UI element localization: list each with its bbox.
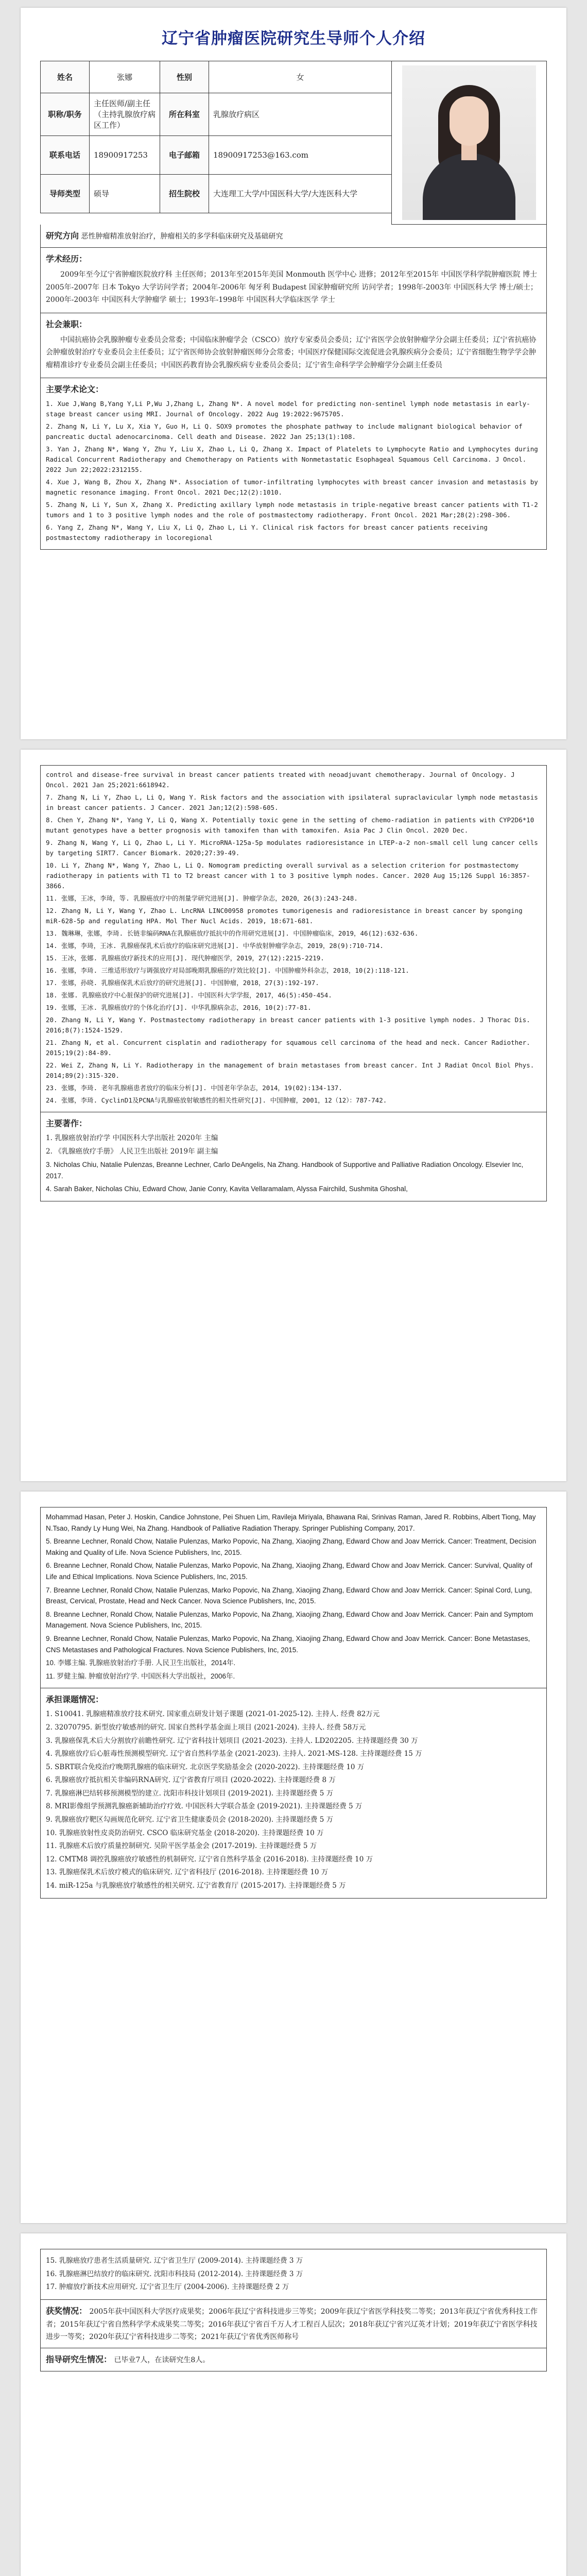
list-item: 8. Chen Y, Zhang N*, Yang Y, Li Q, Wang X. Potentially toxic gene in the setting of chemo-radiation in patients with CYP2D6*10 mutant genotypes have a better prognosis with tamoxifen than with tamoxifen. Asia Pac J Clin Oncol. 2020 Dec. (46, 816, 534, 834)
research-text: 恶性肿瘤精准放射治疗，肿瘤相关的多学科临床研究及基础研究 (81, 232, 283, 241)
list-item: 1. S10041. 乳腺癌精准放疗技术研究. 国家重点研发计划子课题 (2021-01-2025-12). 主持人. 经费 82万元 (46, 1710, 380, 1719)
list-item: 15. 乳腺癌放疗患者生活质量研究. 辽宁省卫生厅 (2009-2014). 主持课题经费 3 万 (46, 2257, 303, 2265)
school-label: 招生院校 (160, 174, 209, 213)
list-item: 21. Zhang N, et al. Concurrent cisplatin and radiotherapy for squamous cell carcinoma of the head and neck. Cancer Radiother. 2015;19(2):84-89. (46, 1039, 530, 1057)
dept-value: 乳腺放疗病区 (209, 93, 392, 135)
list-item: 3. Nicholas Chiu, Natalie Pulenzas, Breanne Lechner, Carlo DeAngelis, Na Zhang. Handbook of Supportive and Palliative Radiation Oncology. Elsevier Inc, 2017. (46, 1161, 524, 1180)
list-item: 14. miR-125a 与乳腺癌放疗敏感性的相关研究. 辽宁省教育厅 (2015-2017). 主持课题经费 5 万 (46, 1882, 346, 1890)
list-item: 8. MRI影像组学预测乳腺癌新辅助治疗疗效. 中国医科大学联合基金 (2019-2021). 主持课题经费 5 万 (46, 1802, 362, 1811)
research-section (40, 225, 547, 248)
list-item: 14. 张娜，李琦，王冰. 乳腺癌保乳术后放疗的临床研究进展[J]. 中华放射肿瘤学杂志，2019，28(9):710-714. (46, 942, 384, 950)
social-text: 中国抗癌协会乳腺肿瘤专业委员会常委；中国临床肿瘤学会（CSCO）放疗专家委员会委员；辽宁省医学会放射肿瘤学分会副主任委员；辽宁省抗癌协会肿瘤放射治疗专业委员会主任委员；辽宁省医师协会放射肿瘤医师分会常委；中国医疗保健国际交流促进会乳腺疾病分会委员；辽宁省细胞生物学学会肿瘤精准诊疗专业委员会副主任委员；中国医药教育协会乳腺疾病专业委员会委员；辽宁省生命科学学会肿瘤学分会副主任委员 (46, 335, 537, 369)
papers-section (40, 378, 547, 550)
awards-label: 获奖情况： (46, 2306, 88, 2316)
books-continued (40, 1507, 547, 1688)
list-item: 4. Sarah Baker, Nicholas Chiu, Edward Chow, Janie Conry, Kavita Vellaramalam, Alyssa Fairchild, Sushmita Ghoshal, (46, 1185, 408, 1193)
list-item: 9. 乳腺癌放疗靶区勾画规范化研究. 辽宁省卫生健康委员会 (2018-2020). 主持课题经费 5 万 (46, 1816, 334, 1824)
list-item: 10. 李娜主编. 乳腺癌放射治疗手册. 人民卫生出版社，2014年. (46, 1659, 236, 1667)
awards-section (40, 2300, 547, 2348)
page-title: 辽宁省肿瘤医院研究生导师个人介绍 (162, 29, 425, 48)
list-item: 13. 乳腺癌保乳术后放疗模式的临床研究. 辽宁省科技厅 (2016-2018). 主持课题经费 10 万 (46, 1868, 329, 1877)
papers-continued (40, 765, 547, 1112)
projects-continued (40, 2249, 547, 2300)
list-item: 6. Yang Z, Zhang N*, Wang Y, Liu X, Li Q, Zhao L, Li Y. Clinical risk factors for breast cancer patients receiving postmastectomy radiotherapy in locoregional (46, 523, 488, 541)
projects-cont-list (46, 2256, 541, 2293)
books-list (46, 1133, 541, 1195)
students-label: 指导研究生情况： (46, 2354, 112, 2364)
list-item: 6. 乳腺癌放疗抵抗相关非编码RNA研究. 辽宁省教育厅项目 (2020-2022). 主持课题经费 8 万 (46, 1776, 336, 1785)
books-cont-lead: Mohammad Hasan, Peter J. Hoskin, Candice Johnstone, Pei Shuen Lim, Ravileja Miriyala, Bhawana Rai, Srinivas Raman, Jared R. Robbins, Albert Tiong, May N.Tsao, Randy Ly Hung Wei, Na Zhang. Handbook of Palliative Radiation Therapy. Springer Publishing Company, 2017. (46, 1513, 536, 1532)
profile-photo (402, 65, 536, 220)
list-item: 23. 张娜，李琦. 老年乳腺癌患者放疗的临床分析[J]. 中国老年学杂志，2014，19(02):134-137. (46, 1084, 342, 1092)
papers-label: 主要学术论文： (46, 384, 104, 394)
social-label: 社会兼职： (46, 319, 88, 329)
papers-list (46, 399, 541, 543)
books-section (40, 1112, 547, 1201)
books-cont-list (46, 1536, 541, 1682)
list-item: 16. 乳腺癌淋巴结放疗的临床研究. 沈阳市科技局 (2012-2014). 主持课题经费 3 万 (46, 2269, 303, 2278)
list-item: 5. SBRT联合免疫治疗晚期乳腺癌的临床研究. 北京医学奖励基金会 (2020-2022). 主持课题经费 10 万 (46, 1762, 365, 1771)
social-section (40, 313, 547, 379)
list-item: 24. 张娜，李琦. CyclinD1及PCNA与乳腺癌放射敏感性的相关性研究[J]. 中国肿瘤，2001，12（12）：787-742. (46, 1096, 387, 1104)
list-item: 6. Breanne Lechner, Ronald Chow, Natalie Pulenzas, Marko Popovic, Na Zhang, Xiaojing Zhang, Edward Chow and Joav Merrick. Cancer: Survival, Quality of Life and Ethical Implications. Nova Science Publishers, Inc, 2015. (46, 1562, 532, 1581)
list-item: 17. 张娜，孙晓. 乳腺癌保乳术后放疗的研究进展[J]. 中国肿瘤，2018，27(3):192-197. (46, 979, 319, 987)
papers-cont-list (46, 792, 541, 1106)
list-item: 7. Zhang N, Li Y, Zhao L, Li Q, Wang Y. Risk factors and the association with ipsilateral supraclavicular lymph node metastasis in breast cancer patients. J Cancer. 2021 Jan;12(2):598-605. (46, 793, 538, 811)
projects-label: 承担课题情况： (46, 1694, 104, 1705)
phone-value: 18900917253 (90, 135, 160, 174)
document-page-3 (21, 1492, 566, 2223)
list-item: 13. 魏琳琳，张娜，李琦. 长链非编码RNA在乳腺癌放疗抵抗中的作用研究进展[J]. 中国肿瘤临床，2019，46(12):632-636. (46, 929, 419, 937)
academic-text: 2009年至今辽宁省肿瘤医院放疗科 主任医师；2013年至2015年美国 Monmouth 医学中心 进修；2012年至2015年 中国医学科学院肿瘤医院 博士 2005年-2007年 日本 Tokyo 大学访问学者；2004年-2006年 匈牙利 Budapest 国家肿瘤研究所 访问学者；1998年-2003年 中国医科大学 博士/硕士；2000年-2003年 中国医科大学肿瘤学 硕士；1993年-1998年 中国医科大学临床医学 学士 (46, 270, 538, 304)
document-page-4 (21, 2233, 566, 2576)
list-item: 7. Breanne Lechner, Ronald Chow, Natalie Pulenzas, Marko Popovic, Na Zhang, Xiaojing Zhang, Edward Chow and Joav Merrick. Cancer: Spinal Cord, Lung, Breast, Cervical, Prostate, Head and Neck Cancer. Nova Science Publishers, Inc, 2015. (46, 1586, 532, 1605)
papers-cont-lead: control and disease-free survival in breast cancer patients treated with neoadjuvant chemotherapy. Journal of Oncology. J Oncol. 2021 Jan 25;2021:6618942. (46, 771, 515, 789)
list-item: 12. CMTM8 调控乳腺癌放疗敏感性的机制研究. 辽宁省自然科学基金 (2016-2018). 主持课题经费 10 万 (46, 1855, 373, 1863)
list-item: 2. 《乳腺癌放疗手册》 人民卫生出版社 2019年 副主编 (46, 1147, 218, 1156)
students-text: 已毕业7人，在读研究生8人。 (114, 2355, 210, 2364)
projects-list (46, 1709, 541, 1891)
list-item: 3. Yan J, Zhang N*, Wang Y, Zhu Y, Liu X, Zhao L, Li Q, Zhang X. Impact of Platelets to Lymphocyte Ratio and Lymphocytes during Radical Concurrent Radiotherapy and Chemotherapy on Patients with Nonmetastatic Esophageal Squamous Cell Carcinoma. J Oncol. 2022 Jun 22;2022:2312155. (46, 445, 538, 473)
list-item: 20. Zhang N, Li Y, Wang Y. Postmastectomy radiotherapy in breast cancer patients with 1-3 positive lymph nodes. J Thorac Dis. 2016;8(7):1524-1529. (46, 1016, 530, 1034)
list-item: 8. Breanne Lechner, Ronald Chow, Natalie Pulenzas, Marko Popovic, Na Zhang, Xiaojing Zhang, Edward Chow and Joav Merrick. Cancer: Pain and Symptom Management. Nova Science Publishers, Inc, 2015. (46, 1610, 533, 1630)
list-item: 19. 张娜，王冰. 乳腺癌放疗的个体化治疗[J]. 中华乳腺病杂志，2016，10(2):77-81. (46, 1004, 312, 1011)
list-item: 1. 乳腺癌放射治疗学 中国医科大学出版社 2020年 主编 (46, 1134, 218, 1142)
list-item: 7. 乳腺癌淋巴结转移预测模型的建立. 沈阳市科技计划项目 (2019-2021). 主持课题经费 5 万 (46, 1789, 334, 1798)
phone-label: 联系电话 (41, 135, 90, 174)
academic-label: 学术经历： (46, 254, 88, 264)
list-item: 4. 乳腺癌放疗后心脏毒性预测模型研究. 辽宁省自然科学基金 (2021-2023). 主持人. 2021-MS-128. 主持课题经费 15 万 (46, 1750, 422, 1758)
tutor-type-value: 硕导 (90, 174, 160, 213)
profile-info-table (40, 61, 547, 225)
title-label: 职称/职务 (41, 93, 90, 135)
photo-cell (392, 61, 547, 225)
list-item: 12. Zhang N, Li Y, Wang Y, Zhao L. LncRNA LINC00958 promotes tumorigenesis and radioresistance in breast cancer by sponging miR-628-5p and regulating HPA. Mol Ther Nucl Acids. 2019, 18:671-681. (46, 907, 523, 925)
tutor-type-label: 导师类型 (41, 174, 90, 213)
gender-label: 性别 (160, 61, 209, 93)
name-value: 张娜 (90, 61, 160, 93)
list-item: 5. Zhang N, Li Y, Sun X, Zhang X. Predicting axillary lymph node metastasis in triple-negative breast cancer patients with T1-2 tumors and 1 to 3 positive lymph nodes and the role of postmastectomy radiotherapy. Front Oncol. 2021 Mar;28(2):298-306. (46, 501, 538, 519)
document-page-2 (21, 750, 566, 1481)
list-item: 11. 张娜，王冰，李琦，等. 乳腺癌放疗中的剂量学研究进展[J]. 肿瘤学杂志，2020，26(3):243-248. (46, 894, 358, 902)
projects-section (40, 1688, 547, 1898)
list-item: 11. 乳腺癌术后放疗质量控制研究. 吴阶平医学基金会 (2017-2019). 主持课题经费 5 万 (46, 1842, 317, 1851)
list-item: 2. Zhang N, Li Y, Lu X, Xia Y, Guo H, Li Q. SOX9 promotes the phosphate pathway to include malignant biological behavior of pancreatic ductal adenocarcinoma. Cell death and Disease. 2022 Jan 25;13(1):108. (46, 422, 523, 440)
list-item: 18. 张娜. 乳腺癌放疗中心脏保护的研究进展[J]. 中国医科大学学报，2017，46(5):450-454. (46, 991, 332, 999)
title-value: 主任医师/副主任（主持乳腺放疗病区工作） (90, 93, 160, 135)
email-label: 电子邮箱 (160, 135, 209, 174)
list-item: 17. 肿瘤放疗新技术应用研究. 辽宁省卫生厅 (2004-2006). 主持课题经费 2 万 (46, 2283, 289, 2292)
list-item: 10. 乳腺癌放射性皮炎防治研究. CSCO 临床研究基金 (2018-2020). 主持课题经费 10 万 (46, 1828, 324, 1837)
gender-value: 女 (209, 61, 392, 93)
list-item: 3. 乳腺癌保乳术后大分割放疗前瞻性研究. 辽宁省科技计划项目 (2021-2023). 主持人. LD202205. 主持课题经费 30 万 (46, 1736, 418, 1745)
academic-section (40, 248, 547, 313)
school-value: 大连理工大学/中国医科大学/大连医科大学 (209, 174, 392, 213)
name-label: 姓名 (41, 61, 90, 93)
list-item: 9. Zhang N, Wang Y, Li Q, Zhao L, Li Y. MicroRNA-125a-5p modulates radioresistance in LTEP-a-2 non-small cell lung cancer cells by targeting SIRT7. Cancer Biomark. 2020;27:39-49. (46, 839, 538, 857)
list-item: 2. 32070795. 新型放疗敏感剂的研究. 国家自然科学基金面上项目 (2021-2024). 主持人. 经费 58万元 (46, 1723, 366, 1732)
email-value: 18900917253@163.com (209, 135, 392, 174)
list-item: 22. Wei Z, Zhang N, Li Y. Radiotherapy in the management of brain metastases from breast cancer. Int J Radiat Oncol Biol Phys. 2014;89(2):315-320. (46, 1061, 534, 1079)
document-page-1 (21, 8, 566, 739)
list-item: 10. Li Y, Zhang N*, Wang Y, Zhao L, Li Q. Nomogram predicting overall survival as a selection criterion for postmastectomy radiotherapy in patients with T1 to T2 breast cancer with 1 to 3 positive lymph nodes. Cancer. 2020 Aug 15;126 Suppl 16:3857-3866. (46, 861, 530, 890)
list-item: 1. Xue J,Wang B,Yang Y,Li P,Wu J,Zhang L, Zhang N*. A novel model for predicting non-sentinel lymph node metastasis in early-stage breast cancer using MRI. Journal of Oncology. 2022 Aug 19:2022:9675705. (46, 400, 530, 418)
list-item: 9. Breanne Lechner, Ronald Chow, Natalie Pulenzas, Marko Popovic, Na Zhang, Xiaojing Zhang, Edward Chow and Joav Merrick. Cancer: Bone Metastases, CNS Metastases and Pathological Fractures. Nova Science Publishers, Inc, 2015. (46, 1634, 530, 1654)
list-item: 15. 王冰，张娜. 乳腺癌放疗新技术的应用[J]. 现代肿瘤医学，2019，27(12):2215-2219. (46, 954, 324, 962)
list-item: 11. 罗健主编. 肿瘤放射治疗学. 中国医科大学出版社，2006年. (46, 1672, 235, 1680)
students-section (40, 2348, 547, 2371)
research-label: 研究方向 (46, 231, 79, 241)
list-item: 16. 张娜，李琦. 三维适形放疗与调强放疗对局部晚期乳腺癌的疗效比较[J]. 中国肿瘤外科杂志，2018，10(2):118-121. (46, 967, 409, 974)
books-label: 主要著作： (46, 1118, 88, 1128)
dept-label: 所在科室 (160, 93, 209, 135)
awards-text: 2005年获中国医科大学医疗成果奖；2006年获辽宁省科技进步三等奖；2009年获辽宁省医学科技奖二等奖；2013年获辽宁省优秀科技工作者；2015年获辽宁省自然科学学术成果奖二等奖；2016年获辽宁省百千万人才工程百人层次；2018年获辽宁省兴辽英才计划；2019年获辽宁省医学科技进步一等奖；2020年获辽宁省科技进步二等奖；2021年获辽宁省优秀医师称号 (46, 2307, 538, 2342)
list-item: 4. Xue J, Wang B, Zhou X, Zhang N*. Association of tumor-infiltrating lymphocytes with breast cancer invasion and metastasis by magnetic resonance imaging. Front Oncol. 2021 Dec;12(2):1010. (46, 478, 538, 496)
list-item: 5. Breanne Lechner, Ronald Chow, Natalie Pulenzas, Marko Popovic, Na Zhang, Xiaojing Zhang, Edward Chow and Joav Merrick. Cancer: Treatment, Decision Making and Quality of Life. Nova Science Publishers, Inc, 2015. (46, 1537, 537, 1556)
